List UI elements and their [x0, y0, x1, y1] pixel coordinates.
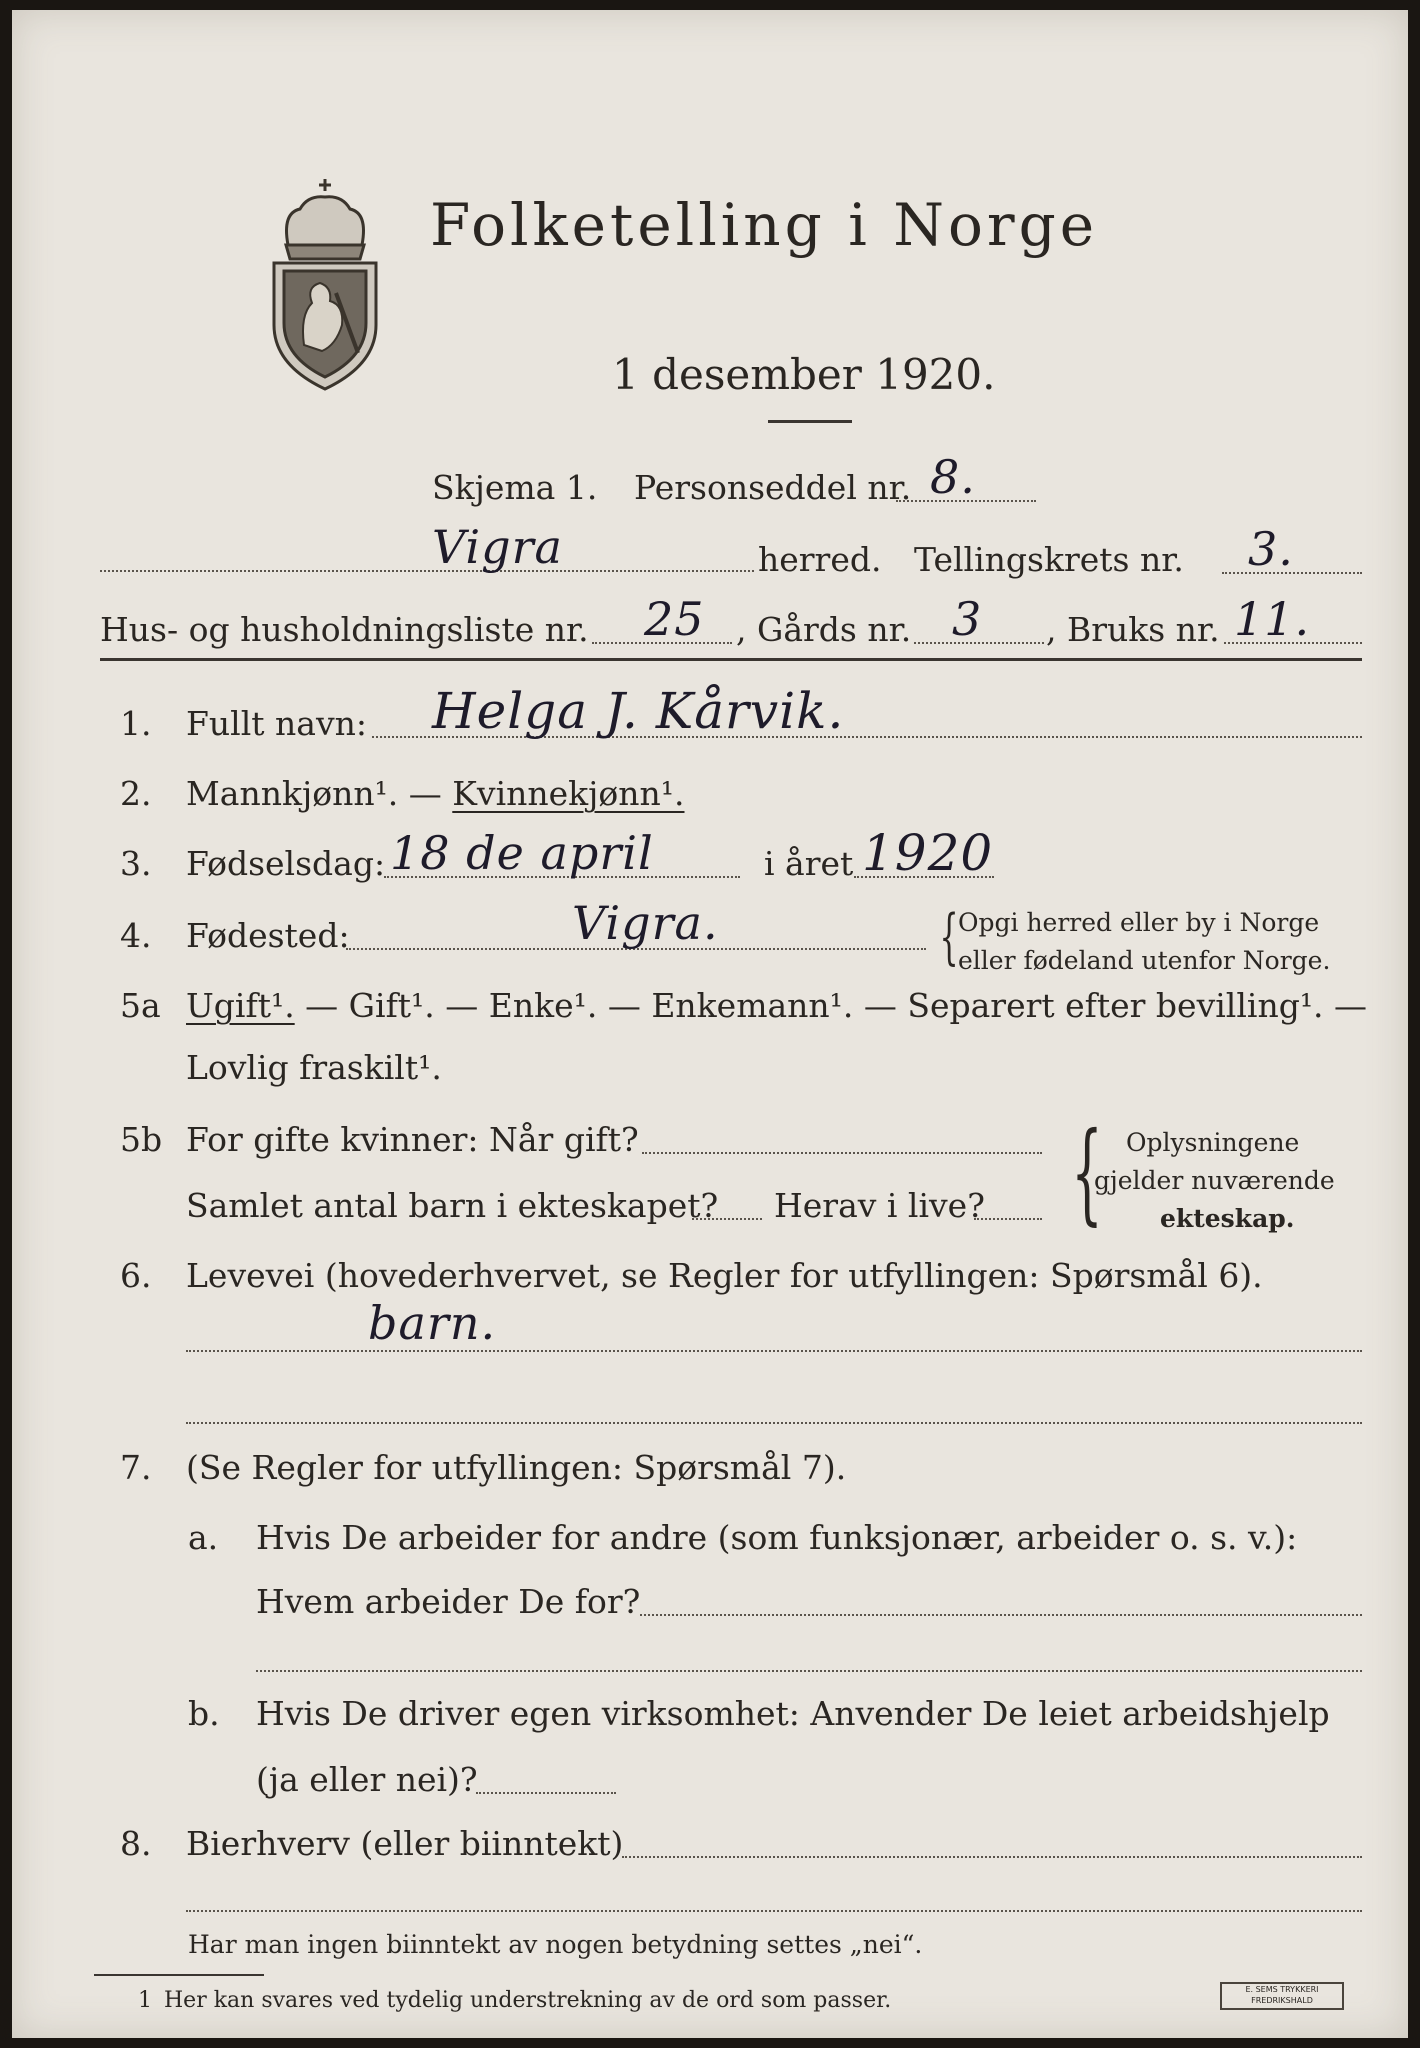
skjema-label: Skjema 1.: [432, 468, 598, 507]
q5b-when-married-line: [642, 1152, 1042, 1154]
bruks-value: 11.: [1234, 592, 1311, 646]
q2-gender: [186, 774, 685, 814]
q5a-options: [186, 986, 1367, 1026]
q3-year-value: 1920: [862, 824, 994, 882]
q4-brace: {: [939, 902, 959, 972]
printer-mark: [1220, 1982, 1344, 2010]
census-date: 1 desember 1920.: [612, 350, 996, 399]
q8-label: Bierhverv (eller biinntekt): [186, 1824, 624, 1863]
q5a-fraskilt-option: Lovlig fraskilt¹.: [186, 1048, 442, 1087]
printer-city: FREDRIKSHALD: [1251, 1996, 1313, 2005]
q5b-brace: {: [1071, 1108, 1103, 1236]
q7b-line: [476, 1792, 616, 1794]
q7b-yes-no-label: (ja eller nei)?: [256, 1760, 478, 1799]
q7a-label: Hvis De arbeider for andre (som funksjonær, arbeider o. s. v.):: [256, 1518, 1298, 1557]
herred-label: herred.: [758, 540, 882, 579]
tellingskrets-value: 3.: [1248, 522, 1294, 576]
q7a-employer-label: Hvem arbeider De for?: [256, 1582, 641, 1621]
q5a-ugift-option: Ugift¹.: [186, 986, 295, 1025]
q5a-other-options: — Gift¹. — Enke¹. — Enkemann¹. — Separert efter bevilling¹. —: [294, 986, 1368, 1025]
census-form-page: [12, 10, 1408, 2038]
hus-value: 25: [644, 592, 705, 646]
bruks-label: , Bruks nr.: [1046, 610, 1220, 649]
herred-value: Vigra: [432, 520, 563, 574]
gards-value: 3: [952, 592, 983, 646]
q5a-number: 5a: [120, 986, 161, 1025]
q4-note-line1: Opgi herred eller by i Norge: [958, 908, 1320, 937]
title-divider: [768, 420, 852, 423]
q8-number: 8.: [120, 1824, 152, 1863]
q7b-number: b.: [188, 1694, 220, 1733]
q7b-label: Hvis De driver egen virksomhet: Anvender De leiet arbeidshjelp: [256, 1694, 1330, 1733]
q1-value: Helga J. Kårvik.: [432, 682, 845, 740]
gards-label: , Gårds nr.: [736, 610, 912, 649]
q3-number: 3.: [120, 844, 152, 883]
q4-number: 4.: [120, 916, 152, 955]
q5b-note-line1: Oplysningene: [1126, 1128, 1300, 1157]
q1-number: 1.: [120, 704, 152, 743]
q4-note-line2: eller fødeland utenfor Norge.: [958, 946, 1331, 975]
norway-lion-crest-icon: [260, 175, 390, 395]
q7a-number: a.: [188, 1518, 219, 1557]
q5b-note-line2: gjelder nuværende: [1094, 1166, 1335, 1195]
hus-label: Hus- og husholdningsliste nr.: [100, 610, 589, 649]
herred-line: [100, 570, 754, 572]
q7a-employer-line: [640, 1614, 1362, 1616]
footnote-number: 1: [138, 1988, 152, 2013]
q8-line2: [186, 1910, 1362, 1912]
q5b-children-line: [692, 1218, 762, 1220]
q6-value: barn.: [368, 1296, 497, 1350]
q8-line1: [622, 1856, 1362, 1858]
q5b-when-married-label: For gifte kvinner: Når gift?: [186, 1120, 639, 1159]
q3-year-label: i året: [764, 844, 854, 883]
q3-label: Fødselsdag:: [186, 844, 386, 883]
q5b-number: 5b: [120, 1120, 163, 1159]
q2-number: 2.: [120, 774, 152, 813]
q7a-employer-line2: [256, 1670, 1362, 1672]
tellingskrets-label: Tellingskrets nr.: [914, 540, 1184, 579]
footnote-divider: [94, 1974, 264, 1976]
personseddel-value: 8.: [930, 450, 976, 504]
footnote-text: Her kan svares ved tydelig understrekning av de ord som passer.: [164, 1988, 892, 2013]
q4-value: Vigra.: [572, 896, 719, 950]
q6-number: 6.: [120, 1256, 152, 1295]
q1-label: Fullt navn:: [186, 704, 367, 743]
q8-note: Har man ingen biinntekt av nogen betydning settes „nei“.: [188, 1930, 923, 1959]
q2-separator: —: [398, 774, 453, 813]
q7-label: (Se Regler for utfyllingen: Spørsmål 7).: [186, 1448, 847, 1487]
header-divider: [100, 658, 1362, 661]
q6-line2: [186, 1422, 1362, 1424]
q4-label: Fødested:: [186, 916, 350, 955]
q6-line1: [186, 1350, 1362, 1352]
q5b-alive-line: [974, 1218, 1042, 1220]
q2-male-option: Mannkjønn¹.: [186, 774, 399, 813]
q7-number: 7.: [120, 1448, 152, 1487]
q2-female-option: Kvinnekjønn¹.: [452, 774, 685, 813]
q6-label: Levevei (hovederhvervet, se Regler for utfyllingen: Spørsmål 6).: [186, 1256, 1263, 1295]
personseddel-label: Personseddel nr.: [634, 468, 912, 507]
q3-value: 18 de april: [390, 826, 654, 880]
q5b-children-label: Samlet antal barn i ekteskapet?: [186, 1186, 719, 1225]
q5b-note-line3: ekteskap.: [1160, 1204, 1295, 1233]
printer-name: E. SEMS TRYKKERI: [1245, 1985, 1319, 1994]
form-title: Folketelling i Norge: [430, 191, 1099, 259]
q5b-alive-label: Herav i live?: [774, 1186, 985, 1225]
